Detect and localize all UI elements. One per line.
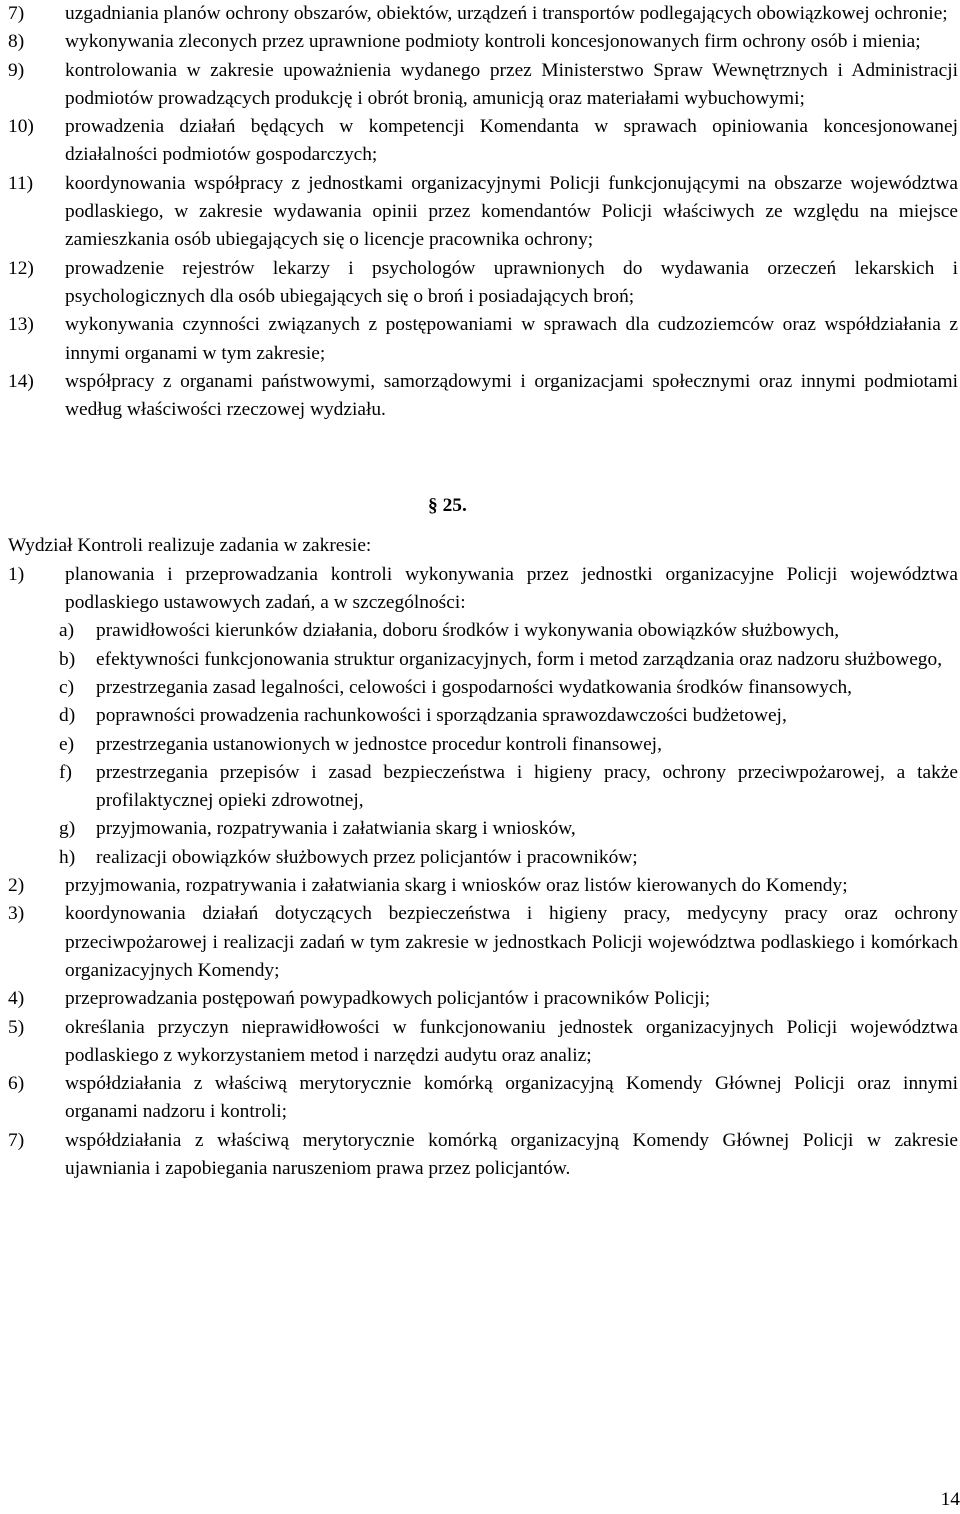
item-text: prowadzenie rejestrów lekarzy i psychologów uprawnionych do wydawania orzeczeń lekarskich i psychologicznych dla osób ubiegających się o broń i posiadających broń; — [65, 257, 958, 307]
item-text: przyjmowania, rozpatrywania i załatwiania skarg i wniosków oraz listów kierowanych do Komendy; — [65, 875, 848, 897]
sub-list-item — [59, 731, 958, 759]
item-number: 11) — [8, 172, 34, 194]
sub-list-item — [59, 674, 958, 702]
list-item — [8, 255, 958, 312]
sub-item-text: efektywności funkcjonowania struktur organizacyjnych, form i metod zarządzania oraz nadzoru służbowego, — [96, 648, 943, 670]
sub-list-item — [59, 702, 958, 730]
item-number: 2) — [8, 875, 25, 897]
item-text: koordynowania współpracy z jednostkami organizacyjnymi Policji funkcjonującymi na obszarze województwa podlaskiego, w zakresie wydawania opinii przez komendantów Policji właściwych ze względu na miejsce zamieszkania osób ubiegających się o licencje pracownika ochrony; — [65, 172, 958, 251]
sub-item-letter: g) — [59, 818, 76, 840]
sub-list-item — [59, 844, 958, 872]
item-number: 14) — [8, 370, 34, 392]
sub-list-item — [59, 646, 958, 674]
item-number: 7) — [8, 1129, 25, 1151]
list-item — [8, 872, 958, 900]
page-number: 14 — [940, 1489, 960, 1510]
sub-item-text: poprawności prowadzenia rachunkowości i sporządzania sprawozdawczości budżetowej, — [96, 705, 787, 727]
list-item — [8, 1127, 958, 1184]
list-item — [8, 57, 958, 114]
item-text: przeprowadzania postępowań powypadkowych policjantów i pracowników Policji; — [65, 988, 711, 1010]
item-number: 1) — [8, 563, 25, 585]
item-number: 5) — [8, 1016, 25, 1038]
item-text: kontrolowania w zakresie upoważnienia wydanego przez Ministerstwo Spraw Wewnętrznych i Administracji podmiotów prowadzących produkcję i obrót bronią, amunicją oraz materiałami wybuchowymi; — [65, 59, 958, 109]
list-item — [8, 368, 958, 425]
sub-item-text: przestrzegania zasad legalności, celowości i gospodarności wydatkowania środków finansowych, — [96, 676, 852, 698]
item-text: planowania i przeprowadzania kontroli wykonywania przez jednostki organizacyjne Policji województwa podlaskiego ustawowych zadań, a w szczególności: — [65, 563, 958, 614]
item-number: 7) — [8, 3, 25, 24]
list-item — [8, 900, 958, 985]
sub-item-letter: h) — [59, 846, 76, 868]
list-item — [8, 170, 958, 255]
sub-list-item — [59, 815, 958, 843]
sub-item-letter: e) — [59, 733, 75, 755]
sub-item-letter: c) — [59, 676, 75, 698]
item-text: współdziałania z właściwą merytorycznie komórką organizacyjną Komendy Głównej Policji w zakresie ujawniania i zapobiegania naruszeniom prawa przez policjantów. — [65, 1129, 958, 1179]
list-item — [8, 28, 958, 56]
item-number: 8) — [8, 31, 25, 53]
item-number: 13) — [8, 314, 34, 336]
sub-item-letter: d) — [59, 705, 76, 727]
list-top — [0, 0, 958, 424]
list-item — [8, 1014, 958, 1071]
item-text: współdziałania z właściwą merytorycznie komórką organizacyjną Komendy Głównej Policji oraz innymi organami nadzoru i kontroli; — [65, 1073, 958, 1123]
section-intro: Wydział Kontroli realizuje zadania w zakresie: — [8, 535, 372, 557]
sub-item-text: prawidłowości kierunków działania, doboru środków i wykonywania obowiązków służbowych, — [96, 620, 840, 642]
item-number: 9) — [8, 59, 25, 81]
item-text: uzgadniania planów ochrony obszarów, obiektów, urządzeń i transportów podlegających obowiązkowej ochronie; — [65, 3, 948, 24]
sub-item-letter: f) — [59, 761, 72, 783]
section-marker: § — [428, 495, 438, 517]
section-heading — [428, 492, 960, 520]
sub-item-text: przestrzegania przepisów i zasad bezpieczeństwa i higieny pracy, ochrony przeciwpożarowej, a także profilaktycznej opieki zdrowotnej, — [96, 761, 958, 812]
item-text: koordynowania działań dotyczących bezpieczeństwa i higieny pracy, medycyny pracy oraz ochrony przeciwpożarowej i realizacji zadań w tym zakresie w jednostkach Policji województwa podlaskiego i komórkach organizacyjnych Komendy; — [65, 903, 958, 981]
list-item — [8, 0, 958, 28]
sub-item-text: przestrzegania ustanowionych w jednostce procedur kontroli finansowej, — [96, 733, 662, 755]
sub-list-item — [59, 617, 958, 645]
list-main — [0, 561, 958, 1184]
list-item — [8, 311, 958, 368]
sub-list-item — [59, 759, 958, 816]
section-number: 25. — [442, 495, 467, 517]
item-number: 10) — [8, 116, 34, 138]
item-text: wykonywania zleconych przez uprawnione podmioty kontroli koncesjonowanych firm ochrony osób i mienia; — [65, 31, 921, 53]
sub-item-text: realizacji obowiązków służbowych przez policjantów i pracowników; — [96, 846, 638, 868]
item-text: współpracy z organami państwowymi, samorządowymi i organizacjami społecznymi oraz innymi podmiotami według właściwości rzeczowej wydziału. — [65, 370, 958, 421]
list-item — [8, 113, 958, 170]
item-number: 12) — [8, 257, 34, 279]
item-number: 3) — [8, 903, 25, 925]
item-text: określania przyczyn nieprawidłowości w funkcjonowaniu jednostek organizacyjnych Policji województwa podlaskiego z wykorzystaniem metod i narzędzi audytu oraz analiz; — [65, 1016, 958, 1066]
sub-item-text: przyjmowania, rozpatrywania i załatwiania skarg i wniosków, — [96, 818, 576, 840]
sub-item-letter: a) — [59, 620, 75, 642]
sub-item-letter: b) — [59, 648, 76, 670]
list-item — [8, 985, 958, 1013]
list-item — [8, 1070, 958, 1127]
list-item — [8, 561, 958, 618]
item-number: 4) — [8, 988, 25, 1010]
item-text: prowadzenia działań będących w kompetencji Komendanta w sprawach opiniowania koncesjonowanej działalności podmiotów gospodarczych; — [65, 116, 958, 166]
item-number: 6) — [8, 1073, 25, 1095]
item-text: wykonywania czynności związanych z postępowaniami w sprawach dla cudzoziemców oraz współdziałania z innymi organami w tym zakresie; — [65, 314, 958, 364]
